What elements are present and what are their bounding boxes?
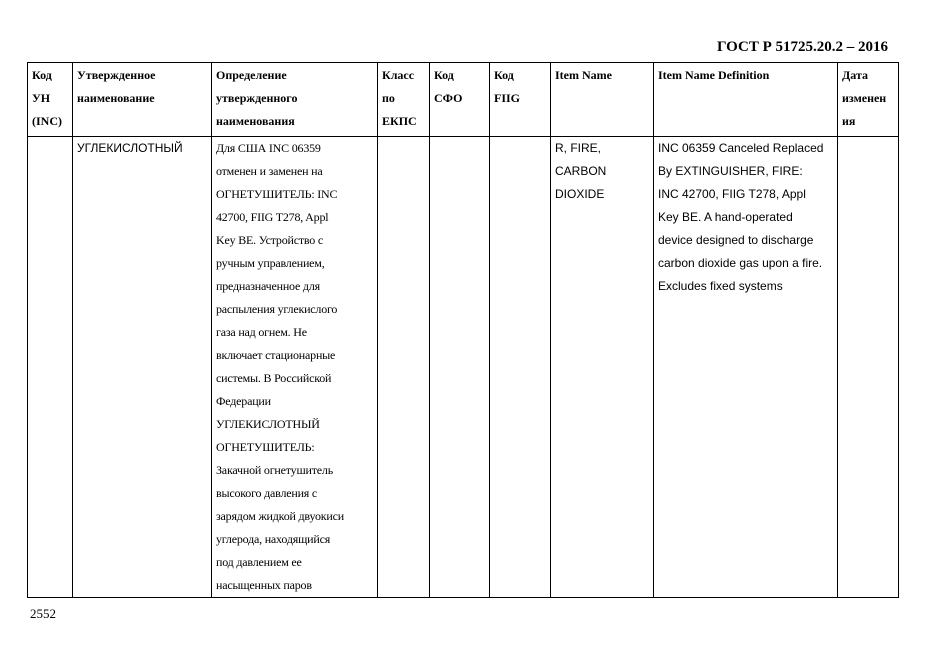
column-header-sfo-code: Код СФО — [430, 63, 490, 137]
column-header-definition: Определение утвержденного наименования — [212, 63, 378, 137]
cell-fiig-code — [490, 137, 551, 598]
cell-definition: Для США INC 06359 отменен и заменен на ОГНЕТУШИТЕЛЬ: INC 42700, FIIG T278, Appl Key BE. Устройство с ручным управлением, предназначенное для распыления углекислого газа над огнем. Не включает стационарные системы. В Российской Федерации УГЛЕКИСЛОТНЫЙ ОГНЕТУШИТЕЛЬ: Закачной огнетушитель высокого давления с зарядом жидкой двуокиси углерода, находящийся под давлением ее насыщенных паров — [212, 137, 378, 598]
cell-inc-code — [28, 137, 73, 598]
column-header-fiig-code: Код FIIG — [490, 63, 551, 137]
standard-designation: ГОСТ Р 51725.20.2 – 2016 — [716, 39, 888, 55]
nomenclature-table — [27, 62, 899, 598]
cell-item-name-definition: INC 06359 Canceled Replaced By EXTINGUISHER, FIRE: INC 42700, FIIG T278, Appl Key BE. A hand-operated device designed to discharge carbon dioxide gas upon a fire. Excludes fixed systems — [654, 137, 838, 598]
page-number: 2552 — [30, 606, 56, 621]
column-header-approved-name: Утвержденное наименование — [73, 63, 212, 137]
cell-change-date — [838, 137, 899, 598]
column-header-inc-code: Код УН (INC) — [28, 63, 73, 137]
column-header-item-name: Item Name — [551, 63, 654, 137]
cell-ekps-class — [378, 137, 430, 598]
column-header-change-date: Дата изменен ия — [838, 63, 899, 137]
cell-approved-name: УГЛЕКИСЛОТНЫЙ — [73, 137, 212, 598]
column-header-item-name-definition: Item Name Definition — [654, 63, 838, 137]
header-row — [28, 63, 899, 137]
cell-item-name: R, FIRE, CARBON DIOXIDE — [551, 137, 654, 598]
table-row — [28, 137, 899, 598]
cell-sfo-code — [430, 137, 490, 598]
column-header-ekps-class: Класс по ЕКПС — [378, 63, 430, 137]
